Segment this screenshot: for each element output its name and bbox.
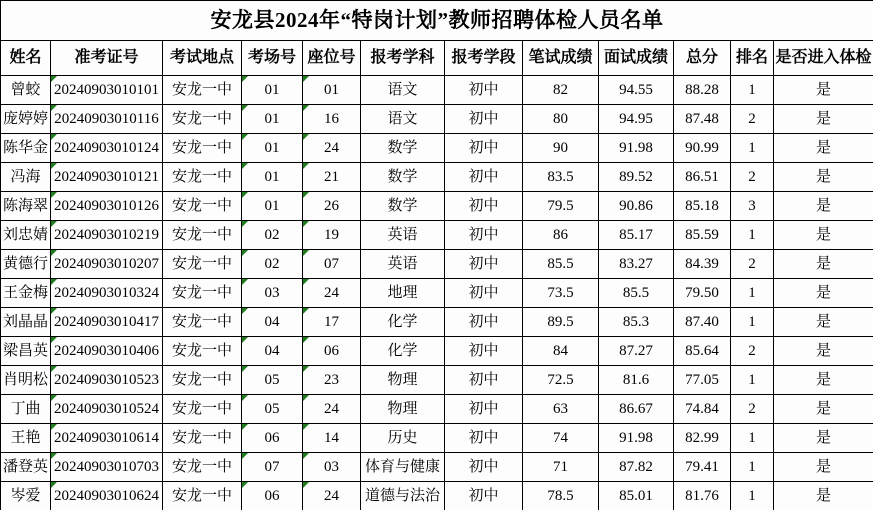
table-cell: 06	[242, 424, 303, 453]
table-cell: 80	[523, 105, 599, 134]
table-cell: 94.55	[599, 76, 674, 105]
table-cell: 94.95	[599, 105, 674, 134]
header-cell: 报考学段	[445, 41, 523, 76]
green-triangle-icon	[303, 366, 309, 372]
header-cell: 座位号	[303, 41, 361, 76]
green-triangle-icon	[303, 453, 309, 459]
table-cell: 20240903010207	[51, 250, 163, 279]
table-cell: 曾蛟	[1, 76, 51, 105]
table-cell: 初中	[445, 453, 523, 482]
table-cell: 24	[303, 134, 361, 163]
table-cell: 1	[731, 279, 774, 308]
header-cell: 考场号	[242, 41, 303, 76]
green-triangle-icon	[242, 163, 248, 169]
green-triangle-icon	[242, 134, 248, 140]
title-row	[1, 1, 873, 41]
green-triangle-icon	[51, 395, 57, 401]
table-cell: 是	[774, 76, 873, 105]
table-cell: 化学	[361, 337, 445, 366]
table-cell: 英语	[361, 250, 445, 279]
table-cell: 初中	[445, 134, 523, 163]
table-cell: 82.99	[674, 424, 731, 453]
table-cell: 17	[303, 308, 361, 337]
table-cell: 安龙一中	[163, 163, 242, 192]
table-cell: 20240903010624	[51, 482, 163, 510]
table-cell: 2	[731, 163, 774, 192]
table-cell: 是	[774, 337, 873, 366]
table-row	[1, 424, 873, 453]
table-cell: 06	[242, 482, 303, 510]
table-cell: 14	[303, 424, 361, 453]
green-triangle-icon	[51, 366, 57, 372]
table-cell: 72.5	[523, 366, 599, 395]
table-cell: 是	[774, 279, 873, 308]
green-triangle-icon	[242, 308, 248, 314]
table-cell: 85.5	[523, 250, 599, 279]
table-cell: 陈海翠	[1, 192, 51, 221]
table-cell: 安龙一中	[163, 221, 242, 250]
table-cell: 初中	[445, 192, 523, 221]
table-cell: 王艳	[1, 424, 51, 453]
header-cell: 准考证号	[51, 41, 163, 76]
table-row	[1, 337, 873, 366]
table-cell: 历史	[361, 424, 445, 453]
table-cell: 20240903010121	[51, 163, 163, 192]
table-cell: 安龙一中	[163, 424, 242, 453]
table-cell: 19	[303, 221, 361, 250]
table-cell: 87.27	[599, 337, 674, 366]
table-row	[1, 163, 873, 192]
table-cell: 79.41	[674, 453, 731, 482]
table-cell: 20240903010524	[51, 395, 163, 424]
green-triangle-icon	[51, 163, 57, 169]
table-cell: 地理	[361, 279, 445, 308]
table-cell: 01	[242, 105, 303, 134]
table-cell: 85.18	[674, 192, 731, 221]
table-cell: 1	[731, 134, 774, 163]
green-triangle-icon	[303, 482, 309, 488]
table-cell: 数学	[361, 192, 445, 221]
table-cell: 是	[774, 105, 873, 134]
table-cell: 86.51	[674, 163, 731, 192]
table-cell: 1	[731, 482, 774, 510]
table-cell: 74	[523, 424, 599, 453]
table-cell: 90.99	[674, 134, 731, 163]
table-cell: 04	[242, 337, 303, 366]
table-cell: 王金梅	[1, 279, 51, 308]
table-cell: 黄德行	[1, 250, 51, 279]
table-cell: 1	[731, 366, 774, 395]
table-cell: 74.84	[674, 395, 731, 424]
table-cell: 20240903010101	[51, 76, 163, 105]
table-cell: 79.5	[523, 192, 599, 221]
table-cell: 是	[774, 134, 873, 163]
header-cell: 面试成绩	[599, 41, 674, 76]
table-cell: 78.5	[523, 482, 599, 510]
green-triangle-icon	[51, 250, 57, 256]
green-triangle-icon	[242, 221, 248, 227]
table-cell: 1	[731, 424, 774, 453]
table-cell: 05	[242, 366, 303, 395]
table-cell: 91.98	[599, 424, 674, 453]
header-cell: 考试地点	[163, 41, 242, 76]
table-cell: 1	[731, 308, 774, 337]
green-triangle-icon	[303, 279, 309, 285]
table-row	[1, 192, 873, 221]
table-cell: 73.5	[523, 279, 599, 308]
table-cell: 24	[303, 279, 361, 308]
table-cell: 语文	[361, 76, 445, 105]
table-cell: 86.67	[599, 395, 674, 424]
table-cell: 初中	[445, 250, 523, 279]
table-cell: 安龙一中	[163, 134, 242, 163]
green-triangle-icon	[242, 482, 248, 488]
table-row	[1, 134, 873, 163]
table-cell: 初中	[445, 337, 523, 366]
table-cell: 安龙一中	[163, 105, 242, 134]
green-triangle-icon	[303, 250, 309, 256]
table-cell: 初中	[445, 482, 523, 510]
table-cell: 语文	[361, 105, 445, 134]
table-cell: 24	[303, 395, 361, 424]
table-cell: 是	[774, 366, 873, 395]
table-cell: 体育与健康	[361, 453, 445, 482]
table-row	[1, 395, 873, 424]
table-cell: 1	[731, 221, 774, 250]
table-cell: 安龙一中	[163, 250, 242, 279]
table-cell: 26	[303, 192, 361, 221]
table-cell: 87.48	[674, 105, 731, 134]
table-cell: 初中	[445, 424, 523, 453]
table-cell: 20240903010406	[51, 337, 163, 366]
table-cell: 86	[523, 221, 599, 250]
table-cell: 安龙一中	[163, 366, 242, 395]
green-triangle-icon	[242, 76, 248, 82]
table-cell: 1	[731, 76, 774, 105]
table-cell: 85.01	[599, 482, 674, 510]
table-cell: 04	[242, 308, 303, 337]
table-cell: 84	[523, 337, 599, 366]
table-cell: 01	[303, 76, 361, 105]
green-triangle-icon	[303, 192, 309, 198]
table-cell: 20240903010116	[51, 105, 163, 134]
header-cell: 是否进入体检	[774, 41, 873, 76]
table-cell: 81.6	[599, 366, 674, 395]
table-cell: 是	[774, 395, 873, 424]
table-cell: 83.27	[599, 250, 674, 279]
table-cell: 06	[303, 337, 361, 366]
green-triangle-icon	[303, 105, 309, 111]
table-cell: 初中	[445, 76, 523, 105]
table-body	[1, 76, 873, 510]
table-cell: 冯海	[1, 163, 51, 192]
table-cell: 初中	[445, 308, 523, 337]
table-cell: 20240903010417	[51, 308, 163, 337]
green-triangle-icon	[51, 424, 57, 430]
table-cell: 85.17	[599, 221, 674, 250]
green-triangle-icon	[51, 105, 57, 111]
table-cell: 2	[731, 395, 774, 424]
table-cell: 丁曲	[1, 395, 51, 424]
table-cell: 英语	[361, 221, 445, 250]
table-cell: 2	[731, 105, 774, 134]
table-cell: 是	[774, 424, 873, 453]
table-cell: 初中	[445, 366, 523, 395]
green-triangle-icon	[303, 308, 309, 314]
green-triangle-icon	[51, 76, 57, 82]
table-cell: 89.5	[523, 308, 599, 337]
green-triangle-icon	[242, 105, 248, 111]
table-cell: 是	[774, 192, 873, 221]
table-cell: 刘晶晶	[1, 308, 51, 337]
page-title: 安龙县2024年“特岗计划”教师招聘体检人员名单	[1, 1, 873, 41]
green-triangle-icon	[242, 337, 248, 343]
table-row	[1, 482, 873, 510]
table-cell: 16	[303, 105, 361, 134]
green-triangle-icon	[303, 163, 309, 169]
table-cell: 03	[303, 453, 361, 482]
table-cell: 87.82	[599, 453, 674, 482]
header-cell: 笔试成绩	[523, 41, 599, 76]
table-row	[1, 76, 873, 105]
table-cell: 02	[242, 250, 303, 279]
table-cell: 初中	[445, 395, 523, 424]
table-cell: 是	[774, 250, 873, 279]
table-cell: 07	[303, 250, 361, 279]
table-cell: 肖明松	[1, 366, 51, 395]
table-cell: 陈华金	[1, 134, 51, 163]
table-cell: 85.59	[674, 221, 731, 250]
green-triangle-icon	[51, 453, 57, 459]
table-cell: 初中	[445, 279, 523, 308]
table-cell: 83.5	[523, 163, 599, 192]
green-triangle-icon	[242, 192, 248, 198]
table-cell: 2	[731, 337, 774, 366]
table-cell: 初中	[445, 105, 523, 134]
header-cell: 姓名	[1, 41, 51, 76]
table-cell: 07	[242, 453, 303, 482]
green-triangle-icon	[51, 134, 57, 140]
table-row	[1, 105, 873, 134]
table-cell: 是	[774, 453, 873, 482]
table-cell: 安龙一中	[163, 453, 242, 482]
table-cell: 71	[523, 453, 599, 482]
green-triangle-icon	[51, 337, 57, 343]
table-cell: 20240903010324	[51, 279, 163, 308]
table-cell: 安龙一中	[163, 482, 242, 510]
table-cell: 初中	[445, 163, 523, 192]
table-cell: 物理	[361, 366, 445, 395]
table-cell: 77.05	[674, 366, 731, 395]
green-triangle-icon	[51, 308, 57, 314]
table-cell: 20240903010219	[51, 221, 163, 250]
table-cell: 20240903010124	[51, 134, 163, 163]
table-cell: 潘登英	[1, 453, 51, 482]
table-cell: 刘忠婧	[1, 221, 51, 250]
table-row	[1, 279, 873, 308]
table-cell: 是	[774, 221, 873, 250]
table-row	[1, 221, 873, 250]
table-cell: 安龙一中	[163, 76, 242, 105]
table-cell: 01	[242, 163, 303, 192]
table-cell: 初中	[445, 221, 523, 250]
table-row	[1, 453, 873, 482]
table-cell: 91.98	[599, 134, 674, 163]
green-triangle-icon	[51, 482, 57, 488]
green-triangle-icon	[303, 221, 309, 227]
table-row	[1, 366, 873, 395]
green-triangle-icon	[303, 337, 309, 343]
green-triangle-icon	[303, 424, 309, 430]
table-cell: 01	[242, 192, 303, 221]
table-cell: 02	[242, 221, 303, 250]
green-triangle-icon	[242, 279, 248, 285]
table-cell: 安龙一中	[163, 308, 242, 337]
table-cell: 88.28	[674, 76, 731, 105]
green-triangle-icon	[303, 395, 309, 401]
green-triangle-icon	[303, 134, 309, 140]
table-cell: 是	[774, 308, 873, 337]
table-cell: 85.64	[674, 337, 731, 366]
table-cell: 物理	[361, 395, 445, 424]
green-triangle-icon	[242, 366, 248, 372]
table-cell: 85.5	[599, 279, 674, 308]
table-cell: 90	[523, 134, 599, 163]
table-cell: 63	[523, 395, 599, 424]
table-cell: 1	[731, 453, 774, 482]
table-cell: 01	[242, 134, 303, 163]
header-cell: 排名	[731, 41, 774, 76]
header-cell: 总分	[674, 41, 731, 76]
table-cell: 21	[303, 163, 361, 192]
table-cell: 87.40	[674, 308, 731, 337]
green-triangle-icon	[51, 221, 57, 227]
table-cell: 82	[523, 76, 599, 105]
table-cell: 岑爱	[1, 482, 51, 510]
table-cell: 03	[242, 279, 303, 308]
table-cell: 24	[303, 482, 361, 510]
table-cell: 23	[303, 366, 361, 395]
table-cell: 安龙一中	[163, 279, 242, 308]
table-cell: 79.50	[674, 279, 731, 308]
table-cell: 2	[731, 250, 774, 279]
green-triangle-icon	[242, 424, 248, 430]
table-cell: 安龙一中	[163, 192, 242, 221]
table-cell: 数学	[361, 163, 445, 192]
green-triangle-icon	[242, 453, 248, 459]
table-row	[1, 250, 873, 279]
green-triangle-icon	[51, 192, 57, 198]
green-triangle-icon	[242, 395, 248, 401]
table-cell: 85.3	[599, 308, 674, 337]
table-cell: 90.86	[599, 192, 674, 221]
table-cell: 数学	[361, 134, 445, 163]
table-cell: 20240903010703	[51, 453, 163, 482]
table-cell: 是	[774, 482, 873, 510]
green-triangle-icon	[303, 76, 309, 82]
table-cell: 道德与法治	[361, 482, 445, 510]
green-triangle-icon	[51, 279, 57, 285]
table-cell: 01	[242, 76, 303, 105]
table-cell: 化学	[361, 308, 445, 337]
table-cell: 20240903010126	[51, 192, 163, 221]
table-cell: 是	[774, 163, 873, 192]
table-cell: 84.39	[674, 250, 731, 279]
table-cell: 20240903010523	[51, 366, 163, 395]
table-cell: 安龙一中	[163, 337, 242, 366]
table-cell: 81.76	[674, 482, 731, 510]
table-cell: 20240903010614	[51, 424, 163, 453]
table-cell: 庞婷婷	[1, 105, 51, 134]
table-cell: 05	[242, 395, 303, 424]
table-header-row	[1, 41, 873, 76]
table-row	[1, 308, 873, 337]
table-cell: 安龙一中	[163, 395, 242, 424]
header-cell: 报考学科	[361, 41, 445, 76]
table-cell: 89.52	[599, 163, 674, 192]
table-cell: 3	[731, 192, 774, 221]
table-cell: 梁昌英	[1, 337, 51, 366]
green-triangle-icon	[242, 250, 248, 256]
